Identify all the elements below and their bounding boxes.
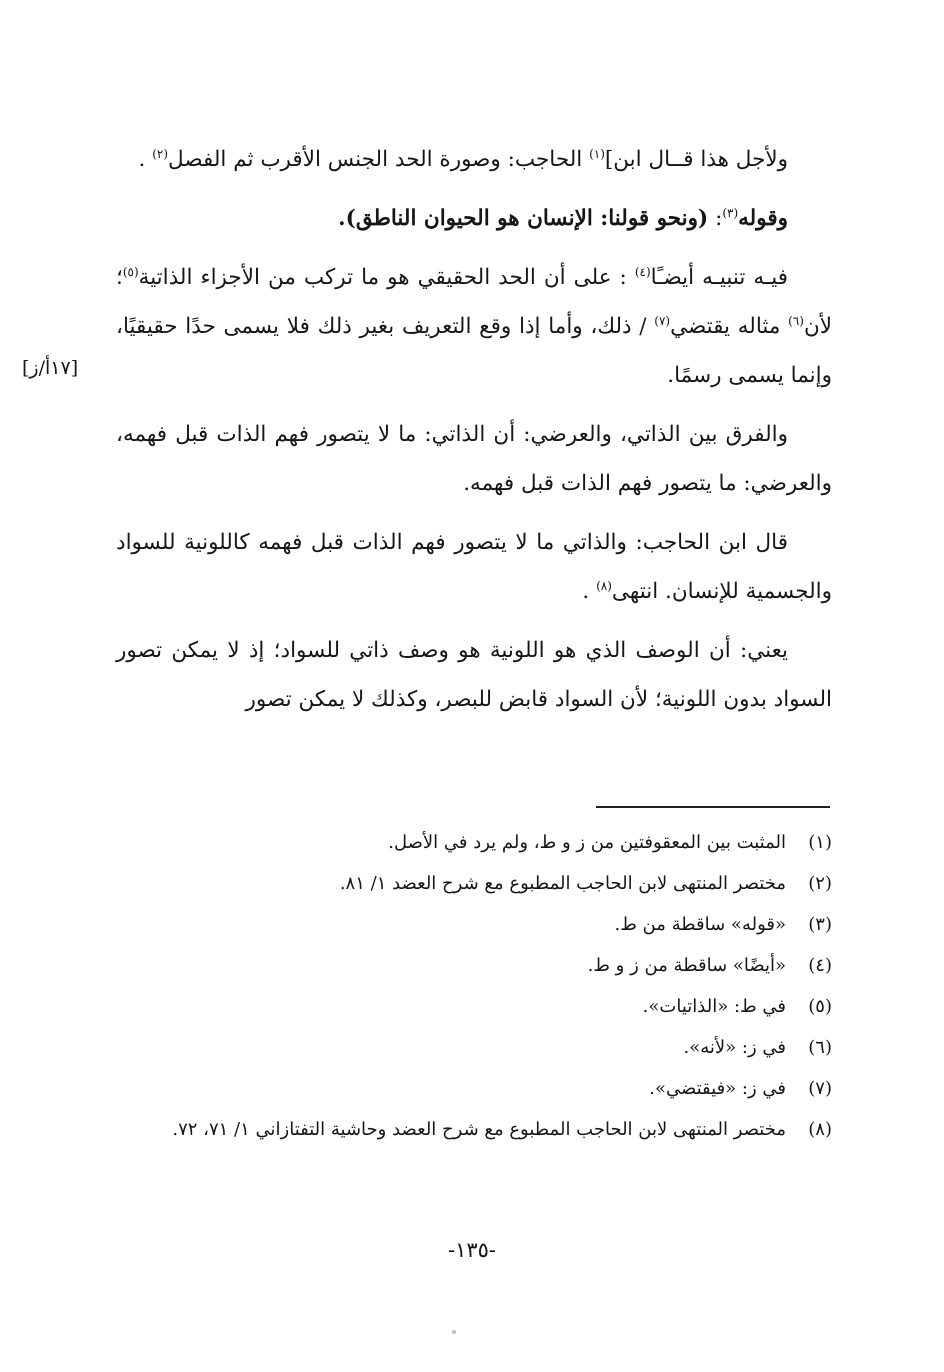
- footnote-ref-4: (٤): [634, 264, 651, 279]
- footnote-ref-6: (٦): [788, 313, 804, 328]
- footnote-number: (٨): [808, 1119, 832, 1140]
- paragraph-2: [116, 194, 832, 243]
- paragraph-3-text-b: : على أن الحد الحقيقي هو ما تركب من الأجزاء الذاتية: [138, 265, 635, 290]
- footnote-ref-5: (٥): [122, 264, 139, 279]
- footnote-separator: [596, 806, 830, 808]
- footnote-number: (٢): [808, 873, 832, 894]
- footnote-number: (٤): [808, 955, 832, 976]
- paragraph-2-lemma: وقوله: [738, 206, 788, 231]
- footnote-text: المثبت بين المعقوفتين من ز و ط، ولم يرد في الأصل.: [388, 832, 786, 853]
- footnote-ref-3: (٣): [722, 205, 739, 220]
- paragraph-3-text-d: مثاله يقتضي: [670, 314, 789, 339]
- footnote-ref-8: (٨): [596, 578, 612, 593]
- paragraph-1-text-a: ولأجل هذا قــال ابن]: [604, 147, 788, 172]
- footnote-text: في ز: «لأنه».: [683, 1037, 786, 1058]
- paragraph-1: [116, 135, 832, 184]
- footnote-5: [116, 986, 832, 1027]
- paragraph-3-text-e: / ذلك، وأما إذا وقع التعريف بغير ذلك فلا يسمى حدًا حقيقيًا، وإنما يسمى رسمًا.: [116, 314, 832, 388]
- paragraph-1-text-b: الحاجب: وصورة الحد الجنس الأقرب ثم الفصل: [168, 147, 590, 172]
- paragraph-5: [116, 518, 832, 616]
- footnote-text: «أيضًا» ساقطة من ز و ط.: [587, 955, 786, 976]
- paragraph-3-text-a: فيـه تنبيـه أيضـًا: [650, 265, 788, 290]
- footnote-number: (٥): [808, 996, 832, 1017]
- footnote-number: (٣): [808, 914, 832, 935]
- paragraph-5-text-a: قال ابن الحاجب: والذاتي ما لا يتصور فهم الذات قبل فهمه كاللونية للسواد والجسمية للإنسان. انتهى: [116, 530, 832, 604]
- paragraph-3: [116, 253, 832, 400]
- footnote-6: [116, 1027, 832, 1068]
- margin-manuscript-reference: [١٧أ/ز]: [22, 357, 79, 379]
- footnote-number: (٧): [808, 1078, 832, 1099]
- footnote-3: [116, 904, 832, 945]
- paragraph-3-text-c: ؛ لأن: [116, 265, 832, 339]
- footnote-2: [116, 863, 832, 904]
- footnote-text: مختصر المنتهى لابن الحاجب المطبوع مع شرح العضد ١/ ٨١.: [339, 873, 786, 894]
- paragraph-5-text-b: .: [582, 579, 597, 604]
- footnote-number: (٦): [808, 1037, 832, 1058]
- paragraph-4: والفرق بين الذاتي، والعرضي: أن الذاتي: ما لا يتصور فهم الذات قبل فهمه، والعرضي: ما يتصور فهم الذات قبل فهمه.: [116, 422, 832, 496]
- footnote-4: [116, 945, 832, 986]
- footnote-text: مختصر المنتهى لابن الحاجب المطبوع مع شرح العضد وحاشية التفتازاني ١/ ٧١، ٧٢.: [172, 1119, 786, 1140]
- paragraph-2-quote: (ونحو قولنا: الإنسان هو الحيوان الناطق).: [338, 206, 709, 231]
- footnote-8: [116, 1109, 832, 1150]
- page-number: -١٣٥-: [447, 1238, 497, 1262]
- footnotes: [116, 822, 832, 1150]
- main-text: [116, 135, 832, 734]
- footnote-ref-7: (٧): [654, 313, 671, 328]
- paragraph-1-text-c: .: [138, 147, 153, 172]
- footnote-text: «قوله» ساقطة من ط.: [614, 914, 786, 935]
- footnote-ref-2: (٢): [152, 146, 169, 161]
- scan-speck: [452, 1330, 456, 1334]
- footnote-number: (١): [808, 832, 832, 853]
- footnote-text: في ز: «فيقتضي».: [649, 1078, 786, 1099]
- paragraph-2-colon: :: [708, 206, 723, 231]
- paragraph-6: يعني: أن الوصف الذي هو اللونية هو وصف ذاتي للسواد؛ إذ لا يمكن تصور السواد بدون اللونية؛ لأن السواد قابض للبصر، وكذلك لا يمكن تصور: [116, 638, 832, 712]
- footnote-7: [116, 1068, 832, 1109]
- footnote-1: [116, 822, 832, 863]
- footnote-text: في ط: «الذاتيات».: [642, 996, 786, 1017]
- footnote-ref-1: (١): [589, 146, 605, 161]
